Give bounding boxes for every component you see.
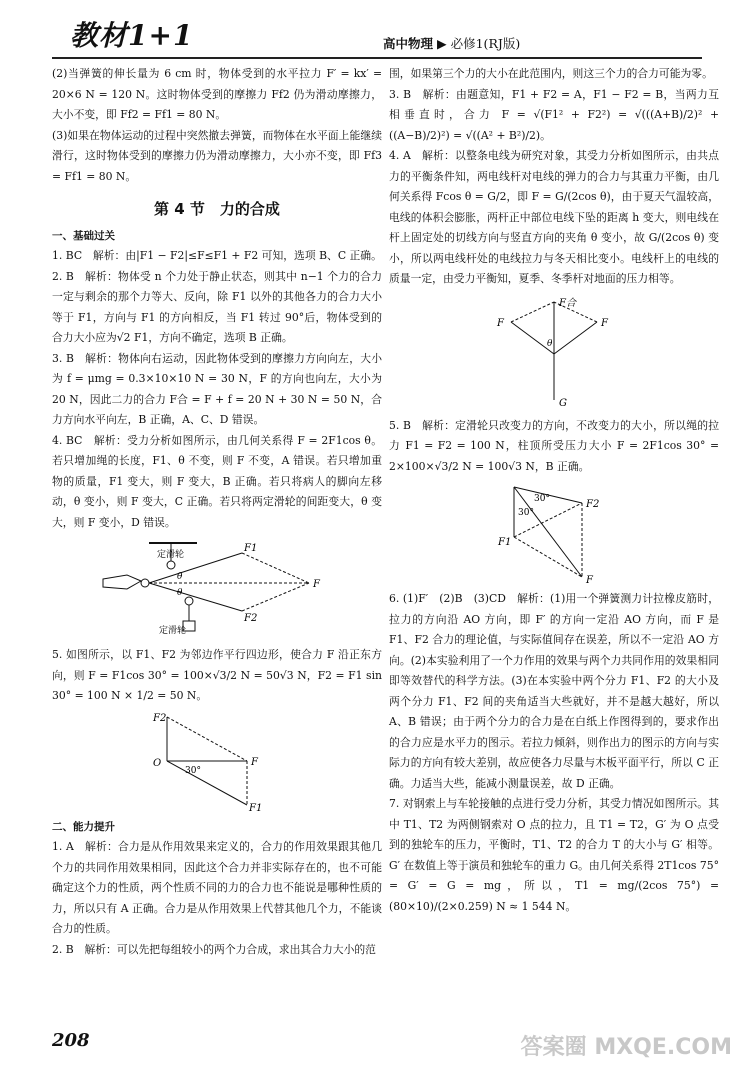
answer-basic-2: 2. B 解析：物体受 n 个力处于静止状态，则其中 n−1 个力的合力一定与剩余的那个力等大、反向，除 F1 以外的其他各力的合力大小等于 F1，方向与 F1 的方向相反，当 F1 转过 90°后，物体受到的合力大小应为√2 F1，方向不确定，选项 B 正确。: [52, 269, 382, 344]
subject-label: 高中物理: [383, 36, 434, 51]
watermark: 答案圈 MXQE.COM: [520, 1035, 732, 1060]
angle-label-top: θ: [177, 572, 183, 582]
label-o: O: [153, 757, 162, 769]
answer-basic-3: 3. B 解析：物体向右运动，因此物体受到的摩擦力方向向左，大小为 f = μmg = 0.3×10×10 N = 30 N，F 的方向也向左，大小为 20 N，因此二力的合力 F合 = F + f = 20 N + 30 N = 50 N，合力方向水平向左，B 正确，A、C、D 错误。: [52, 351, 382, 426]
answer-adv-2-start: 2. B 解析：可以先把每组较小的两个力合成，求出其合力大小的范: [52, 942, 376, 956]
label-f-right: F: [601, 317, 608, 329]
book-breadcrumb: [383, 34, 520, 52]
force-label-f1: F1: [244, 543, 258, 554]
part-heading-advanced: 二、能力提升: [52, 820, 115, 833]
pillar-force-diagram: [484, 481, 624, 585]
answer-basic-5: 5. 如图所示，以 F1、F2 为邻边作平行四边形，使合力 F 沿正东方向，则 F = F1cos 30° = 100×√3/2 N = 50√3 N，F2 = F1 sin 30° = 100 N × 1/2 = 50 N。: [52, 648, 382, 702]
book-label: 必修1(RJ版): [450, 36, 521, 51]
para-spring-3: (3)如果在物体运动的过程中突然撤去弹簧，而物体在水平面上能继续滑行，这时物体受到的摩擦力仍为滑动摩擦力，大小亦不变，即 Ff3 = Ff1 = 80 N。: [52, 128, 382, 183]
answer-basic-1: 1. BC 解析：由|F1 − F2|≤F≤F1 + F2 可知，选项 B、C 正确。: [52, 249, 382, 262]
pulley-diagram: [97, 537, 337, 641]
page-number: 208: [52, 1030, 90, 1051]
label-f1: F1: [498, 537, 512, 548]
answer-adv-6: 6. (1)F′ (2)B (3)CD 解析：(1)用一个弹簧测力计拉橡皮筋时，拉力的方向沿 AO 方向，即 F′ 的方向一定沿 AO 方向，而 F 是 F1、F2 合力的理论值，与实际值间存在误差，所以不一定沿 AO 方向。(2)本实验利用了一个力作用的效果与两个力共同作用的效果相同即等效替代的科学方法。(3)在本实验中两个分力 F1、F2 的大小及两个分力 F1、F2 间的夹角适当大些就好，并不是越大越好，所以 A、B 错误；由于两个分力的合力是在白纸上作图得到的，要求作出的合力应是水平力的图示。若拉力倾斜，则作出力的图示的方向与实际力的方向有较大差别，故应使各力尽量与木板平面平行，所以 C 正确。力适当大些，能减小测量误差，故 D 正确。: [389, 592, 719, 790]
angle-label-bottom: θ: [177, 588, 183, 598]
header-rule: [52, 57, 702, 59]
pulley-label-top: 定滑轮: [157, 550, 185, 560]
pulley-label-bottom: 定滑轮: [159, 626, 187, 636]
label-f2: F2: [586, 499, 600, 510]
label-f2: F2: [153, 712, 167, 724]
answer-adv-5: 5. B 解析：定滑轮只改变力的方向，不改变力的大小，所以绳的拉力 F1 = F2 = 100 N，柱顶所受压力大小 F = 2F1cos 30° = 2×100×√3/2 N = 100√3 N，B 正确。: [389, 418, 719, 473]
answer-adv-7: 7. 对钢索上与车轮接触的点进行受力分析，其受力情况如图所示。其中 T1、T2 为两侧钢索对 O 点的拉力，且 T1 = T2，G′ 为 O 点受到的独轮车的压力，平衡时，T1、T2 的合力 T 的大小与 G′ 相等。G′ 在数值上等于演员和独轮车的重力 G。由几何关系得 2T1cos 75° = G′ = G = mg，所以，T1 = mg/(2cos 75°) = (80×10)/(2×0.259) N ≈ 1 544 N。: [389, 797, 719, 913]
force-label-f2: F2: [244, 613, 258, 624]
label-f1: F1: [249, 802, 263, 813]
section-title: 第 4 节 力的合成: [154, 200, 280, 218]
label-f: F: [586, 575, 593, 585]
answer-adv-4: 4. A 解析：以整条电线为研究对象，其受力分析如图所示，由共点力的平衡条件知，两电线杆对电线的弹力的合力与其重力平衡，由几何关系得 Fcos θ = G/2，即 F = G/(2cos θ)，由于夏天气温较高，电线的体积会膨胀，两杆正中部位电线下坠的距离 h 变大，则电线在杆上固定处的切线方向与竖直方向的夹角 θ 变小，故 G/(2cos θ) 变小，所以两电线杆处的电线拉力与冬天相比变小。电线杆上的电线的质量一定，由受力平衡知，夏季、冬季杆对地面的压力相等。: [389, 149, 719, 285]
label-angle: 30°: [185, 765, 201, 776]
para-spring-2: (2)当弹簧的伸长量为 6 cm 时，物体受到的水平拉力 F′ = kx′ = 20×6 N = 120 N。这时物体受到的摩擦力 Ff2 仍为滑动摩擦力，大小不变，即 Ff2 = Ff1 = 80 N。: [52, 67, 382, 121]
brand-logo: 教材1+1: [70, 19, 194, 52]
answer-adv-2-end: 围，如果第三个力的大小在此范围内，则这三个力的合力可能为零。: [389, 67, 713, 80]
answer-adv-1: 1. A 解析：合力是从作用效果来定义的，合力的作用效果跟其他几个力的共同作用效果相同，因此这个合力并非实际存在的，也不可能确定这个力的性质，两个性质不同的力的合力也不能说是哪种性质的力，所以只有 A 正确。合力是从作用效果上代替其他几个力，不能谈合力的性质。: [52, 840, 382, 935]
part-heading-basic: 一、基础过关: [52, 229, 115, 242]
force-label-f: F: [313, 579, 320, 590]
right-column: [389, 64, 719, 917]
label-theta: θ: [547, 338, 553, 349]
answer-basic-4: 4. BC 解析：受力分析如图所示，由几何关系得 F = 2F1cos θ。若只增加绳的长度，F1、θ 不变，则 F 不变，A 错误。若只增加重物的质量，F1 变大，则 F 变大，B 正确。若只将病人的脚向左移动，θ 变小，则 F 变大，C 正确。若只将两定滑轮的间距变大，θ 变大，则 F 变小，D 错误。: [52, 433, 382, 529]
label-angle-b: 30°: [518, 508, 534, 518]
parallelogram-diagram: [147, 711, 287, 813]
label-f-sum: F合: [559, 297, 576, 309]
wire-force-diagram: [489, 294, 619, 412]
page-header: [0, 0, 750, 58]
label-angle-a: 30°: [534, 494, 550, 504]
label-f-left: F: [497, 317, 504, 329]
play-icon: ▶: [437, 36, 447, 51]
label-f: F: [251, 756, 258, 768]
answer-adv-3: 3. B 解析：由题意知，F1 + F2 = A，F1 − F2 = B，当两力互相垂直时，合力 F = √(F1² + F2²) = √(((A+B)/2)² + ((A−B)/2)²) = √((A² + B²)/2)。: [389, 87, 719, 142]
left-column: [52, 64, 382, 960]
label-g: G: [559, 397, 567, 409]
